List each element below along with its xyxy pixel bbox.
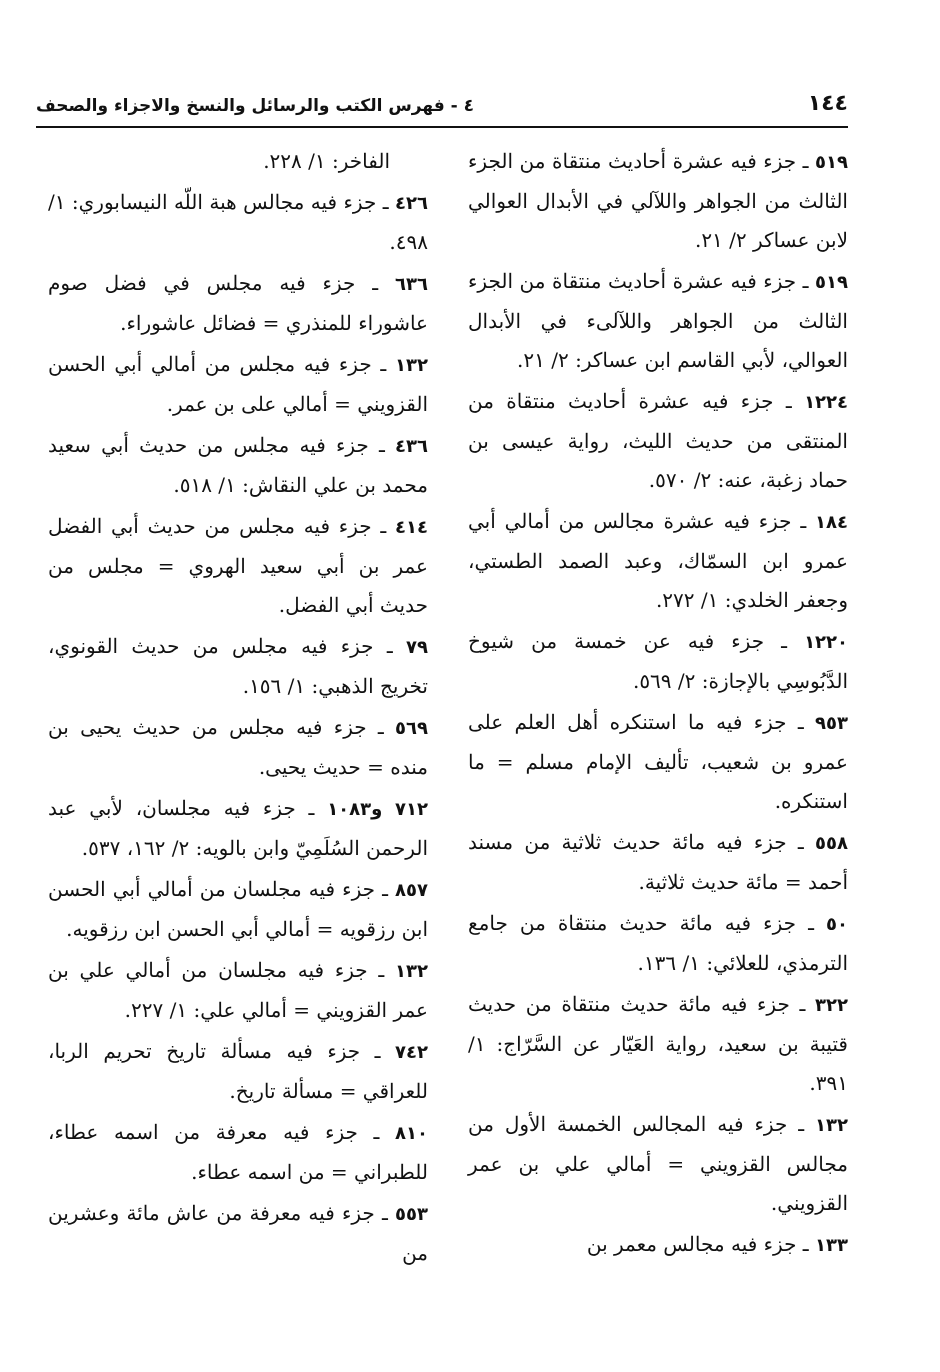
index-entry bbox=[468, 703, 848, 821]
entry-text: ـ جزء فيه مائة حديث منتقاة من جامع الترمذي، للعلائي: ١/ ١٣٦. bbox=[468, 911, 848, 975]
entry-number: ٥١٩ bbox=[815, 152, 848, 173]
entry-number: ٥٥٨ bbox=[815, 833, 849, 854]
index-entry bbox=[468, 382, 848, 500]
entry-number: ١٢٢٠ bbox=[804, 632, 849, 653]
entry-number: ١٣٣ bbox=[815, 1235, 848, 1256]
header-rule bbox=[36, 126, 848, 128]
entry-text: الفاخر: ١/ ٢٢٨. bbox=[263, 149, 390, 173]
index-entry bbox=[468, 823, 848, 902]
entry-text: ـ جزء فيه عشرة أحاديث منتقاة من الجزء الثالث من الجواهر واللآلىء في الأبدال العوالي، لأبي القاسم ابن عساكر: ٢/ ٢١. bbox=[468, 269, 848, 372]
entry-text: ـ جزء فيه مجلس من حديث أبي الفضل عمر بن أبي سعيد الهروي = مجلس من حديث أبي الفضل. bbox=[48, 514, 428, 617]
index-entry bbox=[48, 1032, 428, 1111]
entry-text: ـ جزء فيه مجلس من أمالي أبي الحسن القزويني = أمالي على بن عمر. bbox=[48, 352, 428, 416]
entry-number: ٧٩ bbox=[406, 637, 428, 658]
entry-number: ٦٣٦ bbox=[395, 274, 428, 295]
page-header bbox=[36, 86, 848, 116]
entry-text: ـ جزء فيه معرفة من اسمه عطاء، للطبراني = من اسمه عطاء. bbox=[48, 1120, 428, 1184]
entry-number: ١٣٢ bbox=[395, 961, 428, 982]
entry-text: ـ جزء فيه مجلس من حديث يحيى بن منده = حديث يحيى. bbox=[48, 715, 428, 779]
entry-text: ـ جزء فيه مجالس معمر بن bbox=[586, 1232, 809, 1256]
page-number: ١٤٤ bbox=[807, 91, 848, 116]
index-entry bbox=[468, 262, 848, 380]
entry-number: ٨١٠ bbox=[395, 1123, 429, 1144]
entry-number: ١٣٢ bbox=[395, 355, 428, 376]
entry-text: ـ جزء فيه مجلسان من أمالي علي بن عمر القزويني = أمالي علي: ١/ ٢٢٧. bbox=[48, 958, 428, 1022]
left-column bbox=[48, 142, 428, 1275]
entry-number: ٧١٢ و١٠٨٣ bbox=[327, 799, 428, 820]
entry-text: ـ جزء فيه مجالس هبة اللّه النيسابوري: ١/ ٤٩٨. bbox=[48, 190, 428, 254]
entry-number: ٥٠ bbox=[826, 914, 849, 935]
entry-text: ـ جزء فيه مجلسان من أمالي أبي الحسن ابن رزقويه = أمالي أبي الحسن ابن رزقويه. bbox=[48, 877, 428, 941]
entry-text: ـ جزء فيه مائة حديث منتقاة من حديث قتيبة بن سعيد، رواية العَيّار عن السَّرّاج: ١/ ٣٩١. bbox=[468, 992, 848, 1095]
entry-number: ١٣٢ bbox=[815, 1115, 849, 1136]
index-entry bbox=[468, 904, 848, 983]
right-column bbox=[468, 142, 848, 1267]
index-entry bbox=[468, 142, 848, 260]
entry-number: ٤٢٦ bbox=[395, 193, 428, 214]
index-entry bbox=[48, 951, 428, 1030]
entry-text: ـ جزء فيه مائة حديث ثلاثية من مسند أحمد = مائة حديث ثلاثية. bbox=[468, 830, 848, 894]
index-entry bbox=[48, 345, 428, 424]
entry-number: ١٨٤ bbox=[815, 512, 849, 533]
entry-number: ١٢٢٤ bbox=[804, 392, 849, 413]
entry-number: ٥١٩ bbox=[815, 272, 848, 293]
index-entry-continuation bbox=[48, 142, 428, 181]
index-entry bbox=[48, 1194, 428, 1273]
index-entry bbox=[48, 507, 428, 625]
entry-number: ٧٤٢ bbox=[395, 1042, 428, 1063]
entry-text: ـ جزء فيه مجلسان، لأبي عبد الرحمن السُلَمِيّ وابن بالويه: ٢/ ١٦٢، ٥٣٧. bbox=[48, 796, 428, 860]
entry-text: ـ جزء فيه مجلس من حديث القونوي، تخريج الذهبي: ١/ ١٥٦. bbox=[48, 634, 428, 698]
entry-number: ٥٥٣ bbox=[395, 1204, 428, 1225]
entry-number: ٣٢٢ bbox=[815, 995, 849, 1016]
index-entry bbox=[468, 622, 848, 701]
entry-text: ـ جزء فيه عشرة مجالس من أمالي أبي عمرو ابن السمّاك، وعبد الصمد الطستي، وجعفر الخلدي: ١/ ٢٧٢. bbox=[468, 509, 848, 612]
entry-text: ـ جزء فيه ما استنكره أهل العلم على عمرو بن شعيب، تأليف الإمام مسلم = ما استنكره. bbox=[468, 710, 848, 813]
entry-text: ـ جزء فيه مجلس في فضل صوم عاشوراء للمنذري = فضائل عاشوراء. bbox=[48, 271, 428, 335]
index-entry bbox=[48, 183, 428, 262]
entry-number: ٤١٤ bbox=[395, 517, 428, 538]
entry-number: ٤٣٦ bbox=[395, 436, 428, 457]
entry-text: ـ جزء فيه عشرة أحاديث منتقاة من الجزء الثالث من الجواهر واللآلي في الأبدال العوالي لابن عساكر ٢/ ٢١. bbox=[468, 149, 848, 252]
index-entry bbox=[468, 502, 848, 620]
index-entry bbox=[468, 1105, 848, 1223]
running-title: ٤ - فهرس الكتب والرسائل والنسخ والاجزاء والصحف bbox=[36, 96, 474, 116]
entry-number: ٥٦٩ bbox=[395, 718, 429, 739]
entry-text: ـ جزء فيه مسألة تاريخ تحريم الربا، للعراقي = مسألة تاريخ. bbox=[48, 1039, 428, 1103]
entry-text: ـ جزء فيه عشرة أحاديث منتقاة من المنتقى من حديث الليث، رواية عيسى بن حماد زغبة، عنه: ٢/ ٥٧٠. bbox=[468, 389, 848, 492]
entry-text: ـ جزء فيه المجالس الخمسة الأول من مجالس القزويني = أمالي علي بن عمر القزويني. bbox=[468, 1112, 848, 1215]
index-entry bbox=[468, 985, 848, 1103]
index-entry bbox=[468, 1225, 848, 1265]
entry-number: ٩٥٣ bbox=[815, 713, 849, 734]
index-entry bbox=[48, 627, 428, 706]
index-entry bbox=[48, 264, 428, 343]
entry-text: ـ جزء فيه مجلس من حديث أبي سعيد محمد بن علي النقاش: ١/ ٥١٨. bbox=[48, 433, 428, 497]
index-entry bbox=[48, 1113, 428, 1192]
index-entry bbox=[48, 870, 428, 949]
index-entry bbox=[48, 708, 428, 787]
entry-text: ـ جزء فيه معرفة من عاش مائة وعشرين من bbox=[48, 1201, 428, 1265]
index-entry bbox=[48, 426, 428, 505]
index-entry bbox=[48, 789, 428, 868]
entry-text: ـ جزء فيه عن خمسة من شيوخ الدَّبُوسِي بالإجازة: ٢/ ٥٦٩. bbox=[468, 629, 848, 693]
entry-number: ٨٥٧ bbox=[395, 880, 428, 901]
